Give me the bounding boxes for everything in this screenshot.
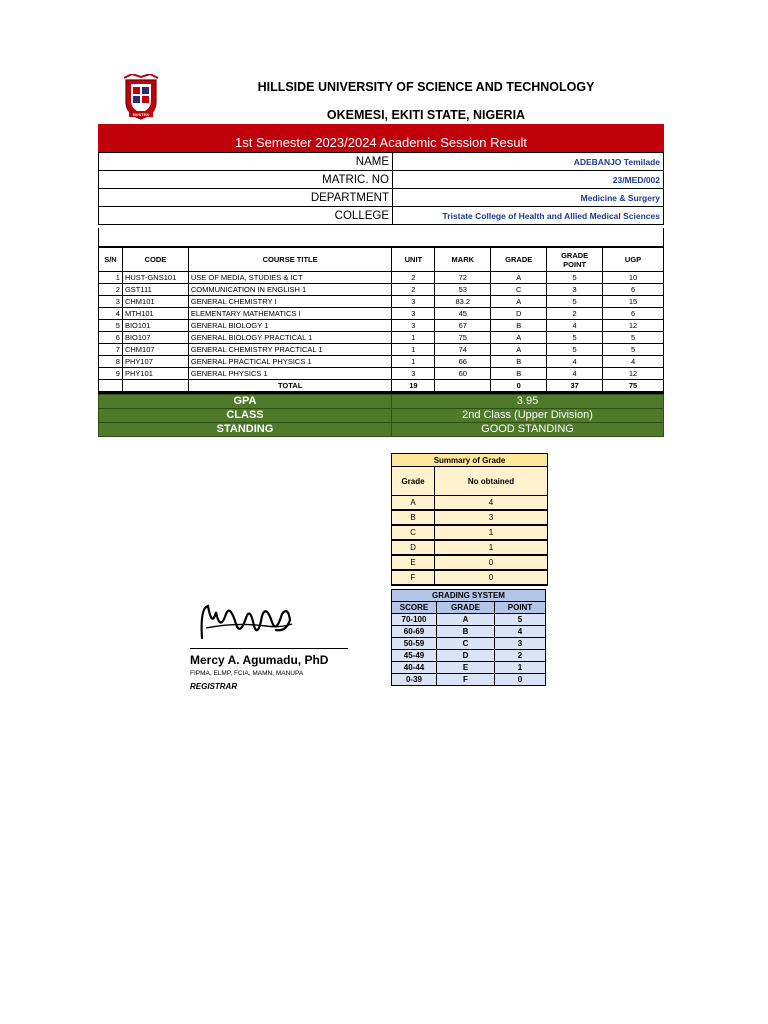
course-mark-cell: 67 bbox=[435, 320, 491, 332]
grading-score: 60-69 bbox=[392, 626, 437, 638]
course-mark-cell: 72 bbox=[435, 272, 491, 284]
course-results-table bbox=[98, 247, 664, 394]
col-sn: S/N bbox=[99, 248, 123, 272]
student-info-table bbox=[98, 152, 664, 225]
table-row bbox=[99, 284, 664, 296]
course-grade-cell: C bbox=[491, 284, 547, 296]
table-row bbox=[99, 368, 664, 380]
list-item bbox=[392, 674, 546, 686]
course-mark-cell: 74 bbox=[435, 344, 491, 356]
course-title-cell: GENERAL CHEMISTRY I bbox=[188, 296, 392, 308]
course-unit-cell: 1 bbox=[392, 344, 435, 356]
course-grade-cell: B bbox=[491, 356, 547, 368]
col-code: CODE bbox=[122, 248, 188, 272]
table-row bbox=[99, 320, 664, 332]
course-grade-cell: B bbox=[491, 320, 547, 332]
total-ugp-cell: 75 bbox=[603, 380, 664, 393]
standing-value: GOOD STANDING bbox=[392, 423, 664, 437]
table-row bbox=[99, 332, 664, 344]
grade-summary-grade: D bbox=[392, 540, 435, 555]
name-label: NAME bbox=[99, 153, 393, 171]
total-row bbox=[99, 380, 664, 393]
total-label-cell: TOTAL bbox=[188, 380, 392, 393]
course-grade-cell: A bbox=[491, 296, 547, 308]
course-unit-cell: 3 bbox=[392, 320, 435, 332]
grading-point: 5 bbox=[495, 614, 546, 626]
university-name: HILLSIDE UNIVERSITY OF SCIENCE AND TECHNOLOGY bbox=[257, 80, 595, 94]
grading-grade: D bbox=[437, 650, 495, 662]
course-code-cell: PHY107 bbox=[122, 356, 188, 368]
grade-summary-grade: A bbox=[392, 496, 435, 511]
grading-score: 45-49 bbox=[392, 650, 437, 662]
matric-label: MATRIC. NO bbox=[99, 171, 393, 189]
student-name: ADEBANJO Temilade bbox=[393, 153, 664, 171]
class-value: 2nd Class (Upper Division) bbox=[392, 409, 664, 423]
registrar-name: Mercy A. Agumadu, PhD bbox=[190, 653, 329, 667]
grading-point: 0 bbox=[495, 674, 546, 686]
course-sn-cell: 4 bbox=[99, 308, 123, 320]
name-row bbox=[99, 153, 664, 171]
course-code-cell: GST111 bbox=[122, 284, 188, 296]
grading-score: 50-59 bbox=[392, 638, 437, 650]
grade-summary-count: 0 bbox=[435, 570, 548, 585]
col-mark: MARK bbox=[435, 248, 491, 272]
table-row bbox=[99, 296, 664, 308]
grading-system-table bbox=[391, 589, 546, 686]
grading-col-score: SCORE bbox=[392, 602, 437, 614]
course-mark-cell: 66 bbox=[435, 356, 491, 368]
course-grade-point-cell: 5 bbox=[547, 332, 603, 344]
grading-point: 1 bbox=[495, 662, 546, 674]
course-code-cell: CHM107 bbox=[122, 344, 188, 356]
table-row bbox=[99, 344, 664, 356]
spacer-row bbox=[98, 228, 664, 247]
grade-summary-title: Summary of Grade bbox=[392, 454, 548, 467]
grade-summary-count: 1 bbox=[435, 525, 548, 540]
grading-grade: A bbox=[437, 614, 495, 626]
course-title-cell: GENERAL PHYSICS 1 bbox=[188, 368, 392, 380]
course-sn-cell: 7 bbox=[99, 344, 123, 356]
class-row bbox=[99, 409, 664, 423]
semester-banner: 1st Semester 2023/2024 Academic Session Result bbox=[98, 124, 664, 152]
list-item bbox=[392, 570, 548, 585]
course-grade-point-cell: 5 bbox=[547, 272, 603, 284]
list-item bbox=[392, 626, 546, 638]
list-item bbox=[392, 614, 546, 626]
grade-summary-count: 3 bbox=[435, 510, 548, 525]
course-mark-cell: 75 bbox=[435, 332, 491, 344]
course-code-cell: BIO107 bbox=[122, 332, 188, 344]
course-unit-cell: 1 bbox=[392, 356, 435, 368]
gpa-label: GPA bbox=[99, 395, 392, 409]
signature-line bbox=[190, 648, 348, 649]
grade-summary-table bbox=[391, 453, 548, 586]
grading-system-title: GRADING SYSTEM bbox=[392, 590, 546, 602]
grade-summary-count: 0 bbox=[435, 555, 548, 570]
course-ugp-cell: 4 bbox=[603, 356, 664, 368]
course-grade-cell: A bbox=[491, 332, 547, 344]
college-label: COLLEGE bbox=[99, 207, 393, 225]
course-sn-cell: 5 bbox=[99, 320, 123, 332]
standing-row bbox=[99, 423, 664, 437]
list-item bbox=[392, 525, 548, 540]
col-ugp: UGP bbox=[603, 248, 664, 272]
grading-grade: C bbox=[437, 638, 495, 650]
course-title-cell: GENERAL CHEMISTRY PRACTICAL 1 bbox=[188, 344, 392, 356]
course-sn-cell: 8 bbox=[99, 356, 123, 368]
logo-caption: HUSTEK bbox=[132, 112, 150, 117]
matric-number: 23/MED/002 bbox=[393, 171, 664, 189]
results-summary-band bbox=[98, 394, 664, 437]
grading-point: 3 bbox=[495, 638, 546, 650]
course-title-cell: GENERAL BIOLOGY PRACTICAL 1 bbox=[188, 332, 392, 344]
course-grade-cell: A bbox=[491, 272, 547, 284]
list-item bbox=[392, 662, 546, 674]
grading-score: 70-100 bbox=[392, 614, 437, 626]
course-ugp-cell: 12 bbox=[603, 368, 664, 380]
col-grade: GRADE bbox=[491, 248, 547, 272]
course-grade-point-cell: 4 bbox=[547, 368, 603, 380]
grading-col-point: POINT bbox=[495, 602, 546, 614]
course-sn-cell: 3 bbox=[99, 296, 123, 308]
matric-row bbox=[99, 171, 664, 189]
gpa-row bbox=[99, 395, 664, 409]
registrar-title: REGISTRAR bbox=[190, 682, 238, 691]
grading-grade: F bbox=[437, 674, 495, 686]
course-mark-cell: 83.2 bbox=[435, 296, 491, 308]
list-item bbox=[392, 510, 548, 525]
university-location: OKEMESI, EKITI STATE, NIGERIA bbox=[326, 108, 526, 122]
list-item bbox=[392, 496, 548, 511]
gpa-value: 3.95 bbox=[392, 395, 664, 409]
course-sn-cell: 9 bbox=[99, 368, 123, 380]
total-grade-cell: 0 bbox=[491, 380, 547, 393]
course-grade-cell: B bbox=[491, 368, 547, 380]
course-header-row bbox=[99, 248, 664, 272]
course-grade-point-cell: 4 bbox=[547, 356, 603, 368]
list-item bbox=[392, 555, 548, 570]
course-title-cell: USE OF MEDIA, STUDIES & ICT bbox=[188, 272, 392, 284]
course-mark-cell: 45 bbox=[435, 308, 491, 320]
grading-col-grade: GRADE bbox=[437, 602, 495, 614]
college-row bbox=[99, 207, 664, 225]
grade-summary-col-grade: Grade bbox=[392, 467, 435, 496]
course-code-cell: MTH101 bbox=[122, 308, 188, 320]
course-title-cell: GENERAL BIOLOGY 1 bbox=[188, 320, 392, 332]
department-value: Medicine & Surgery bbox=[393, 189, 664, 207]
course-grade-cell: D bbox=[491, 308, 547, 320]
total-unit-cell: 19 bbox=[392, 380, 435, 393]
department-label: DEPARTMENT bbox=[99, 189, 393, 207]
list-item bbox=[392, 638, 546, 650]
course-unit-cell: 2 bbox=[392, 272, 435, 284]
table-row bbox=[99, 356, 664, 368]
registrar-qualifications: FIPMA, ELMP, FCIA, MAMN, MANUPA bbox=[190, 670, 304, 677]
col-title: COURSE TITLE bbox=[188, 248, 392, 272]
total-empty-cell bbox=[122, 380, 188, 393]
course-title-cell: ELEMENTARY MATHEMATICS I bbox=[188, 308, 392, 320]
college-value: Tristate College of Health and Allied Medical Sciences bbox=[393, 207, 664, 225]
department-row bbox=[99, 189, 664, 207]
grade-summary-count: 4 bbox=[435, 496, 548, 511]
course-ugp-cell: 6 bbox=[603, 284, 664, 296]
course-grade-point-cell: 5 bbox=[547, 296, 603, 308]
grade-summary-count: 1 bbox=[435, 540, 548, 555]
list-item bbox=[392, 540, 548, 555]
course-code-cell: BIO101 bbox=[122, 320, 188, 332]
grade-summary-col-count: No obtained bbox=[435, 467, 548, 496]
course-grade-point-cell: 2 bbox=[547, 308, 603, 320]
grade-summary-grade: B bbox=[392, 510, 435, 525]
course-code-cell: HUST-GNS101 bbox=[122, 272, 188, 284]
class-label: CLASS bbox=[99, 409, 392, 423]
course-title-cell: GENERAL PRACTICAL PHYSICS 1 bbox=[188, 356, 392, 368]
grading-point: 2 bbox=[495, 650, 546, 662]
grading-score: 0-39 bbox=[392, 674, 437, 686]
course-unit-cell: 1 bbox=[392, 332, 435, 344]
course-sn-cell: 2 bbox=[99, 284, 123, 296]
course-code-cell: PHY101 bbox=[122, 368, 188, 380]
course-grade-point-cell: 3 bbox=[547, 284, 603, 296]
course-title-cell: COMMUNICATION IN ENGLISH 1 bbox=[188, 284, 392, 296]
grading-score: 40-44 bbox=[392, 662, 437, 674]
grade-summary-grade: F bbox=[392, 570, 435, 585]
course-ugp-cell: 5 bbox=[603, 332, 664, 344]
list-item bbox=[392, 650, 546, 662]
course-unit-cell: 3 bbox=[392, 368, 435, 380]
total-gp-cell: 37 bbox=[547, 380, 603, 393]
course-unit-cell: 3 bbox=[392, 308, 435, 320]
total-mark-cell bbox=[435, 380, 491, 393]
grading-grade: E bbox=[437, 662, 495, 674]
course-ugp-cell: 10 bbox=[603, 272, 664, 284]
registrar-signature bbox=[196, 598, 296, 644]
course-ugp-cell: 5 bbox=[603, 344, 664, 356]
table-row bbox=[99, 272, 664, 284]
grade-summary-grade: E bbox=[392, 555, 435, 570]
grade-summary-grade: C bbox=[392, 525, 435, 540]
course-ugp-cell: 15 bbox=[603, 296, 664, 308]
course-code-cell: CHM101 bbox=[122, 296, 188, 308]
col-grade-point: GRADE POINT bbox=[547, 248, 603, 272]
table-row bbox=[99, 308, 664, 320]
course-grade-point-cell: 4 bbox=[547, 320, 603, 332]
course-ugp-cell: 6 bbox=[603, 308, 664, 320]
course-grade-point-cell: 5 bbox=[547, 344, 603, 356]
course-ugp-cell: 12 bbox=[603, 320, 664, 332]
grading-point: 4 bbox=[495, 626, 546, 638]
course-grade-cell: A bbox=[491, 344, 547, 356]
grading-grade: B bbox=[437, 626, 495, 638]
col-unit: UNIT bbox=[392, 248, 435, 272]
course-sn-cell: 6 bbox=[99, 332, 123, 344]
course-unit-cell: 3 bbox=[392, 296, 435, 308]
course-mark-cell: 53 bbox=[435, 284, 491, 296]
course-sn-cell: 1 bbox=[99, 272, 123, 284]
course-mark-cell: 60 bbox=[435, 368, 491, 380]
standing-label: STANDING bbox=[99, 423, 392, 437]
total-empty-cell bbox=[99, 380, 123, 393]
course-unit-cell: 2 bbox=[392, 284, 435, 296]
